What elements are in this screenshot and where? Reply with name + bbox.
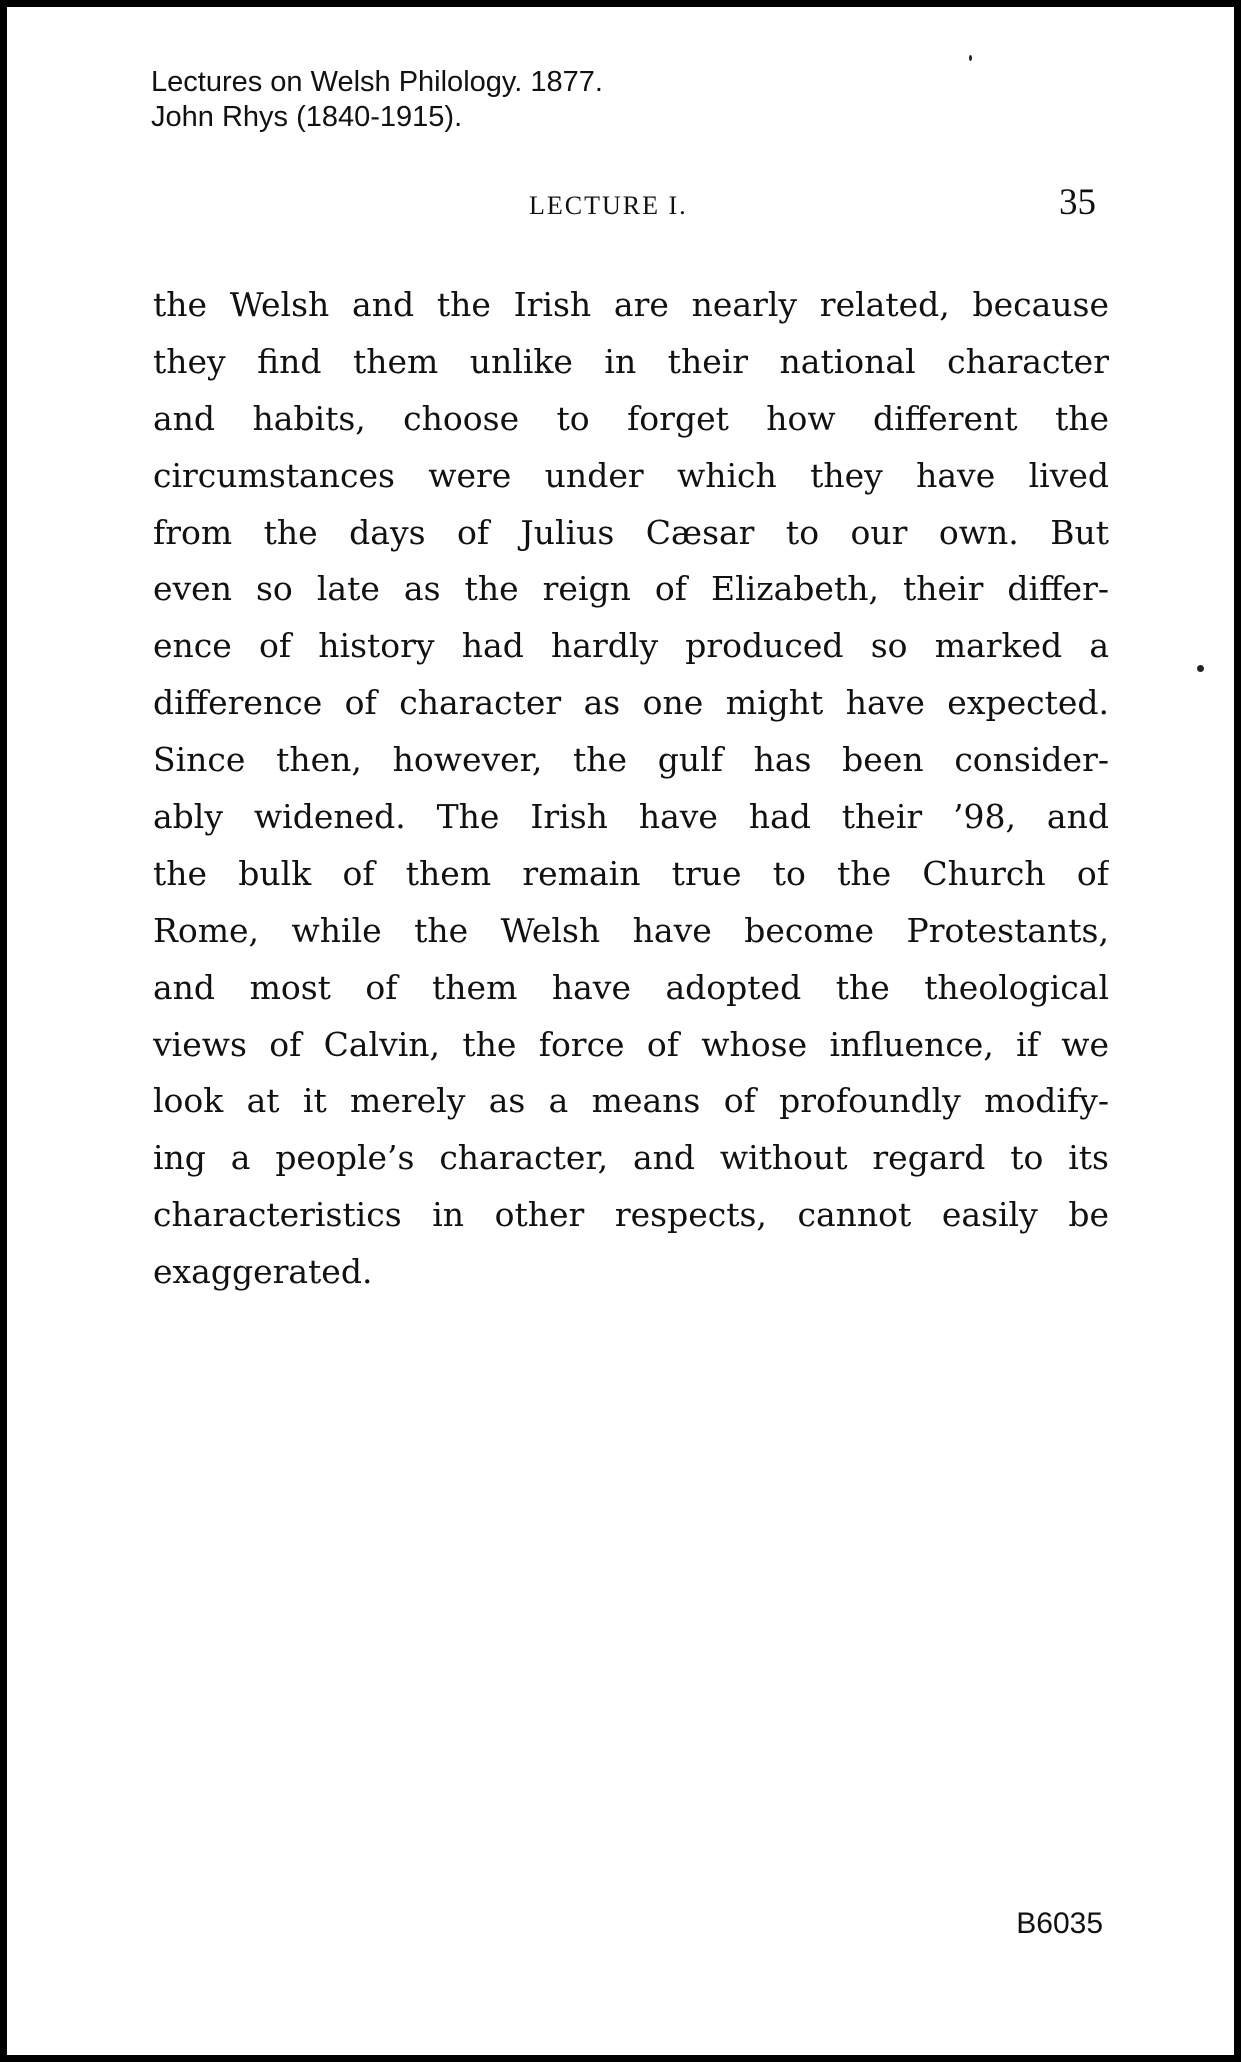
text-line: characteristics in other respects, cannot easily be (153, 1195, 1109, 1235)
source-note-title: Lectures on Welsh Philology. 1877. (151, 66, 603, 98)
text-line-last: exaggerated. (153, 1252, 373, 1292)
body-text (153, 277, 1109, 1301)
text-line: the bulk of them remain true to the Church of (153, 853, 1109, 893)
text-line: they find them unlike in their national character (153, 341, 1109, 381)
text-line: from the days of Julius Cæsar to our own. But (153, 512, 1109, 552)
source-note-author: John Rhys (1840-1915). (151, 101, 463, 133)
text-line: Rome, while the Welsh have become Protestants, (153, 910, 1109, 950)
running-head: LECTURE I. (529, 191, 688, 220)
text-line: difference of character as one might have expected. (153, 683, 1109, 723)
text-line: even so late as the reign of Elizabeth, their differ- (153, 569, 1109, 609)
scan-speck (1197, 665, 1204, 672)
text-line: and habits, choose to forget how different the (153, 398, 1109, 438)
scan-speck (969, 55, 972, 61)
text-line: ence of history had hardly produced so marked a (153, 626, 1109, 666)
text-line: the Welsh and the Irish are nearly related, because (153, 285, 1109, 324)
text-line: Since then, however, the gulf has been consider- (153, 740, 1109, 780)
text-line: ing a people’s character, and without regard to its (153, 1138, 1109, 1178)
source-note (151, 65, 603, 135)
text-line: ably widened. The Irish have had their ’98, and (153, 797, 1109, 837)
text-line: views of Calvin, the force of whose influence, if we (153, 1024, 1109, 1064)
text-line: circumstances were under which they have lived (153, 455, 1109, 495)
text-line: and most of them have adopted the theological (153, 967, 1109, 1007)
page-number: 35 (1059, 182, 1096, 223)
catalog-id: B6035 (1016, 1907, 1103, 1940)
text-line: look at it merely as a means of profoundly modify- (153, 1081, 1109, 1121)
